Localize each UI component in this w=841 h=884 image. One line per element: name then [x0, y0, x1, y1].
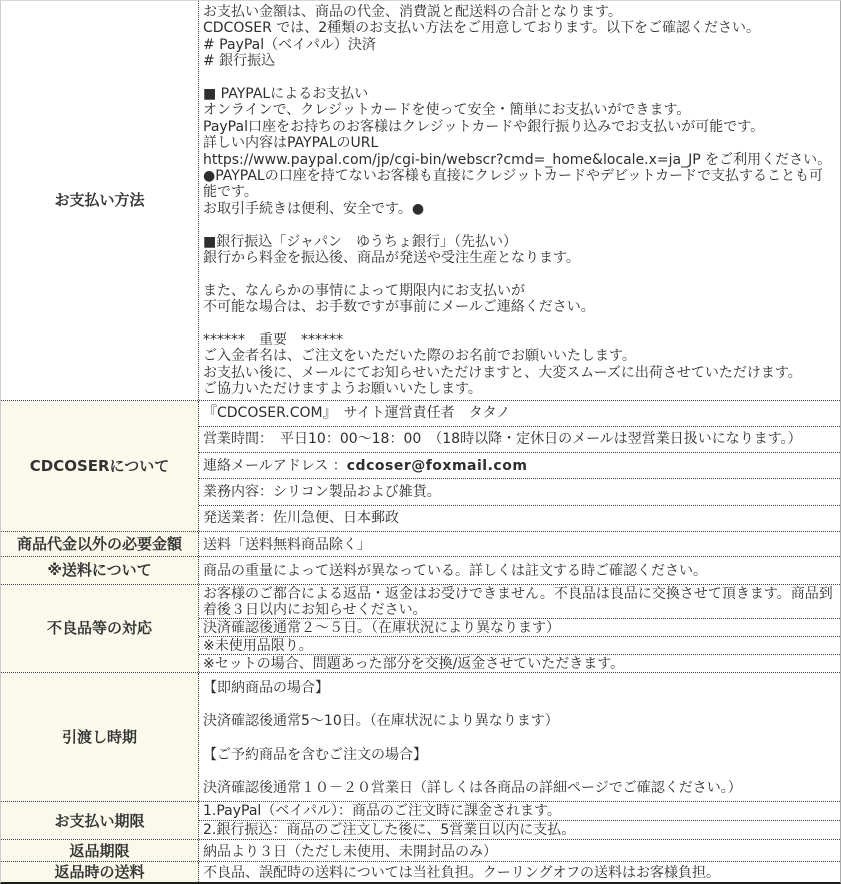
row-header-defective: [1, 585, 199, 672]
row-header-label: ※送料について: [47, 561, 152, 580]
payment-method-text: [199, 1, 840, 400]
defective-unused-only: ※未使用品限り。: [199, 636, 840, 654]
text-line: また、なんらかの事情によって期限内にお支払いが: [203, 282, 525, 299]
text-line: https://www.paypal.com/jp/cgi-bin/webscr?cmd=_home&locale.x=ja_JP をご利用ください。: [203, 151, 832, 168]
text-line: [203, 217, 836, 233]
row-header-label: 不良品等の対応: [46, 619, 152, 638]
row-header-label: 返品時の送料: [54, 863, 145, 882]
payment-deadline-cell: [199, 802, 840, 839]
row-delivery-time: [1, 672, 840, 802]
row-header-label: 返品期限: [69, 841, 130, 860]
contact-email-label: 連絡メールアドレス ：: [203, 457, 347, 474]
row-about-cdcoser: [1, 400, 840, 531]
text-line: PayPal口座をお持ちのお客様はクレジットカードや銀行振り込みでお支払いが可能です。: [203, 118, 765, 135]
row-header-extra-fees: [1, 532, 199, 556]
text-line: # 銀行振込: [203, 53, 276, 70]
defective-exchange-days: 決済確認後通常２～５日。（在庫状況により異なります）: [199, 618, 840, 636]
text-line: ●PAYPALの口座を持てないお客様も直接にクレジットカードやデビットカードで支払することも可能です。: [203, 168, 823, 201]
text-line: [203, 316, 836, 332]
text-line: ■銀行振込「ジャパン ゆうちょ銀行」（先払い）: [203, 233, 517, 250]
return-deadline-text: 納品より３日（ただし未使用、未開封品のみ）: [203, 843, 497, 860]
delivery-cell: [199, 673, 840, 802]
text-line: 銀行から料金を振込後、商品が発送や受注生産となります。: [203, 250, 580, 267]
row-header-delivery: [1, 673, 199, 802]
about-site-operator: 『CDCOSER.COM』 サイト運営責任者 タタノ: [203, 405, 511, 422]
defective-policy-text: お客様のご都合による返品・返金はお受けできません。不良品は良品に交換させて頂きます。商品到着後３日以内にお知らせください。: [203, 585, 833, 618]
about-business-content: 業務内容：シリコン製品および雑貨。: [199, 478, 840, 504]
text-line: 詳しい内容はPAYPALのURL: [203, 135, 379, 152]
row-header-payment-method: [1, 1, 199, 400]
row-header-label: お支払い期限: [54, 811, 145, 830]
row-header-label: お支払い方法: [54, 191, 145, 210]
row-header-shipping-note: [1, 557, 199, 584]
text-line: お支払い後に、メールにてお知らせいただけますと、大変スムーズに出荷させていただけます。: [203, 364, 802, 381]
delivery-time-text: [199, 673, 840, 802]
row-return-deadline: [1, 839, 840, 861]
text-line: CDCOSER では、2種類のお支払い方法をご用意しております。以下をご確認ください。: [203, 20, 761, 37]
text-line: [203, 696, 836, 713]
row-payment-method: [1, 1, 840, 400]
text-line: 決済確認後通常5～10日。（在庫状況により異なります）: [203, 713, 559, 730]
return-shipping-text: 不良品、誤配時の送料については当社負担。クーリングオフの送料はお客様負担。: [203, 865, 721, 882]
about-contact-line: [199, 452, 840, 478]
about-cell: [199, 401, 840, 531]
text-line: 【ご予約商品を含むご注文の場合】: [203, 746, 427, 763]
text-line: ****** 重要 ******: [203, 332, 343, 349]
text-line: ご入金者名は、ご注文をいただいた際のお名前でお願いいたします。: [203, 348, 636, 365]
text-line: オンラインで、クレジットカードを使って安全・簡単にお支払いができます。: [203, 102, 691, 119]
text-line: お支払い金額は、商品の代金、消費説と配送料の合計となります。: [203, 4, 622, 20]
about-shipping-company: 発送業者：佐川急便、日本郵政: [199, 505, 840, 531]
row-header-return-shipping: [1, 862, 199, 882]
extra-fees-text: 送料「送料無料商品除く」: [203, 536, 371, 553]
text-line: 不可能な場合は、お手数ですが事前にメールご連絡ください。: [203, 299, 595, 316]
text-line: [203, 266, 836, 282]
row-header-label: 商品代金以外の必要金額: [16, 534, 182, 553]
text-line: [203, 764, 836, 781]
row-header-payment-deadline: [1, 802, 199, 839]
row-header-return-deadline: [1, 840, 199, 861]
row-extra-fees: [1, 531, 840, 556]
text-line: [203, 70, 836, 86]
row-header-label: 引渡し時期: [61, 727, 137, 746]
shipping-note-text: 商品の重量によって送料が異なっている。詳しくは註文する時ご確認ください。: [203, 563, 707, 580]
row-payment-deadline: [1, 801, 840, 839]
payment-deadline-bank: 2.銀行振込：商品のご注文した後に、5営業日以内に支払。: [199, 820, 840, 839]
row-header-about: [1, 401, 199, 531]
payment-deadline-paypal: 1.PayPal（ベイパル）：商品のご注文時に課金されます。: [203, 803, 561, 820]
text-line: [203, 730, 836, 747]
defective-set-policy: ※セットの場合、問題あった部分を交換/返金させていただきます。: [199, 654, 840, 672]
row-shipping-note: [1, 556, 840, 584]
contact-email: cdcoser@foxmail.com: [346, 457, 528, 474]
row-header-label: CDCOSERについて: [29, 456, 170, 475]
text-line: お取引手続きは便利、安全です。●: [203, 200, 425, 217]
text-line: ご協力いただけますようお願いいたします。: [203, 381, 482, 398]
about-business-hours: 営業時間： 平日10：00～18：00 （18時以降・定休日のメールは翌営業日扱いになります。）: [199, 426, 840, 452]
text-line: 決済確認後通常１０－２０営業日（詳しくは各商品の詳細ページでご確認ください。）: [203, 780, 742, 797]
row-defective-handling: [1, 584, 840, 672]
defective-cell: [199, 585, 840, 672]
row-return-shipping: [1, 861, 840, 882]
text-line: # PayPal（ベイパル）決済: [203, 36, 376, 53]
text-line: ■ PAYPALによるお支払い: [203, 86, 369, 103]
payment-method-cell: [199, 1, 840, 400]
text-line: 【即納商品の場合】: [203, 679, 329, 696]
